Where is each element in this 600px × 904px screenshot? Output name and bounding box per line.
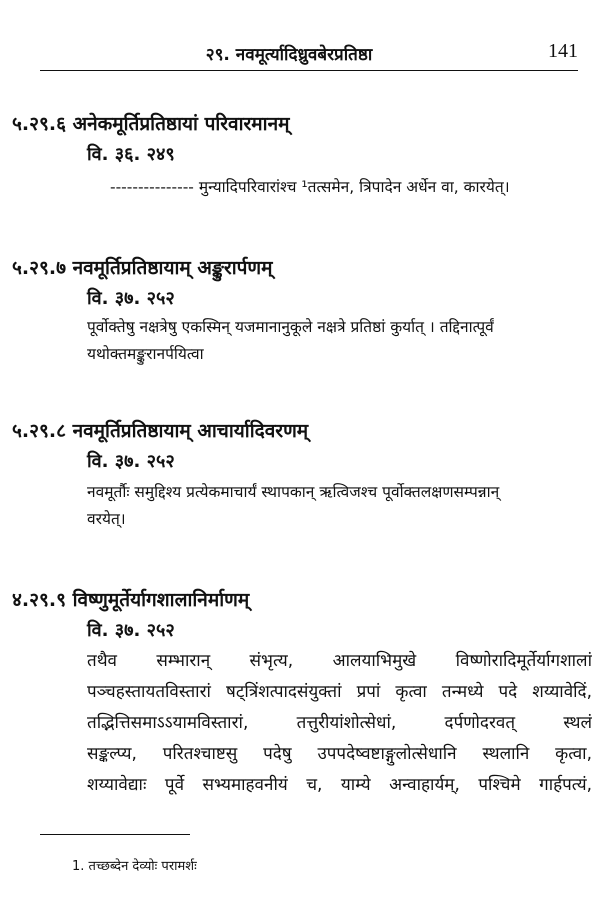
text-line: यथोक्तमङ्कुरानर्पयित्वा [87, 345, 204, 363]
chapter-title: २९. नवमूर्त्यादिध्रुवबेरप्रतिष्ठा [205, 45, 373, 65]
section-text [110, 174, 582, 201]
text-line: पूर्वोक्तेषु नक्षत्रेषु एकस्मिन् यजमानानुकूले नक्षत्रे प्रतिष्ठां कुर्यात् । तद्दिनात्पूर्वं [87, 318, 494, 336]
section-heading: ५.२९.८ नवमूर्तिप्रतिष्ठायाम् आचार्यादिवरणम् [12, 420, 309, 442]
section-reference: वि. ३७. २५२ [87, 288, 175, 309]
text-line: पञ्चहस्तायतविस्तारां षट्त्रिंशत्पादसंयुक्तां प्रपां कृत्वा तन्मध्ये पदे शय्यावेदिं, [87, 682, 592, 702]
text-line: --------------- मुन्यादिपरिवारांश्च ¹तत्समेन, त्रिपादेन अर्धेन वा, कारयेत्। [110, 178, 510, 196]
section-text [87, 314, 582, 368]
footnote: 1. तच्छब्देन देव्योः परामर्शः [72, 859, 197, 874]
running-header [40, 40, 578, 71]
section-reference: वि. ३६. २४९ [87, 144, 175, 165]
text-line: तद्भित्तिसमाऽऽयामविस्तारां, तत्तुरीयांशोत्सेधां, दर्पणोदरवत् स्थलं [87, 713, 592, 733]
page-number: 141 [548, 40, 578, 62]
text-line: तथैव सम्भारान् संभृत्य, आलयाभिमुखे विष्णोरादिमूर्तेर्यागशालां [87, 651, 592, 671]
text-line: नवमूर्तौः समुद्दिश्य प्रत्येकमाचार्यं स्थापकान् ऋत्विजश्च पूर्वोक्तलक्षणसम्पन्नान् [87, 483, 500, 501]
section-reference: वि. ३७. २५२ [87, 451, 175, 472]
section-heading: ४.२९.९ विष्णुमूर्तेर्यागशालानिर्माणम् [12, 589, 250, 611]
text-line: शय्यावेद्याः पूर्वे सभ्यमाहवनीयं च, याम्ये अन्वाहार्यम्, पश्चिमे गार्हपत्यं, [87, 775, 592, 795]
section-heading: ५.२९.७ नवमूर्तिप्रतिष्ठायाम् अङ्कुरार्पणम् [12, 257, 273, 279]
section-text [87, 646, 592, 801]
section-reference: वि. ३७. २५२ [87, 620, 175, 641]
text-line: वरयेत्। [87, 510, 126, 528]
section-heading: ५.२९.६ अनेकमूर्तिप्रतिष्ठायां परिवारमानम् [12, 113, 290, 135]
footnote-rule [40, 834, 190, 835]
section-text [87, 479, 582, 533]
text-line: सङ्कल्प्य, परितश्चाष्टसु पदेषु उपपदेष्वष्टाङ्गुलोत्सेधानि स्थलानि कृत्वा, [87, 744, 592, 764]
